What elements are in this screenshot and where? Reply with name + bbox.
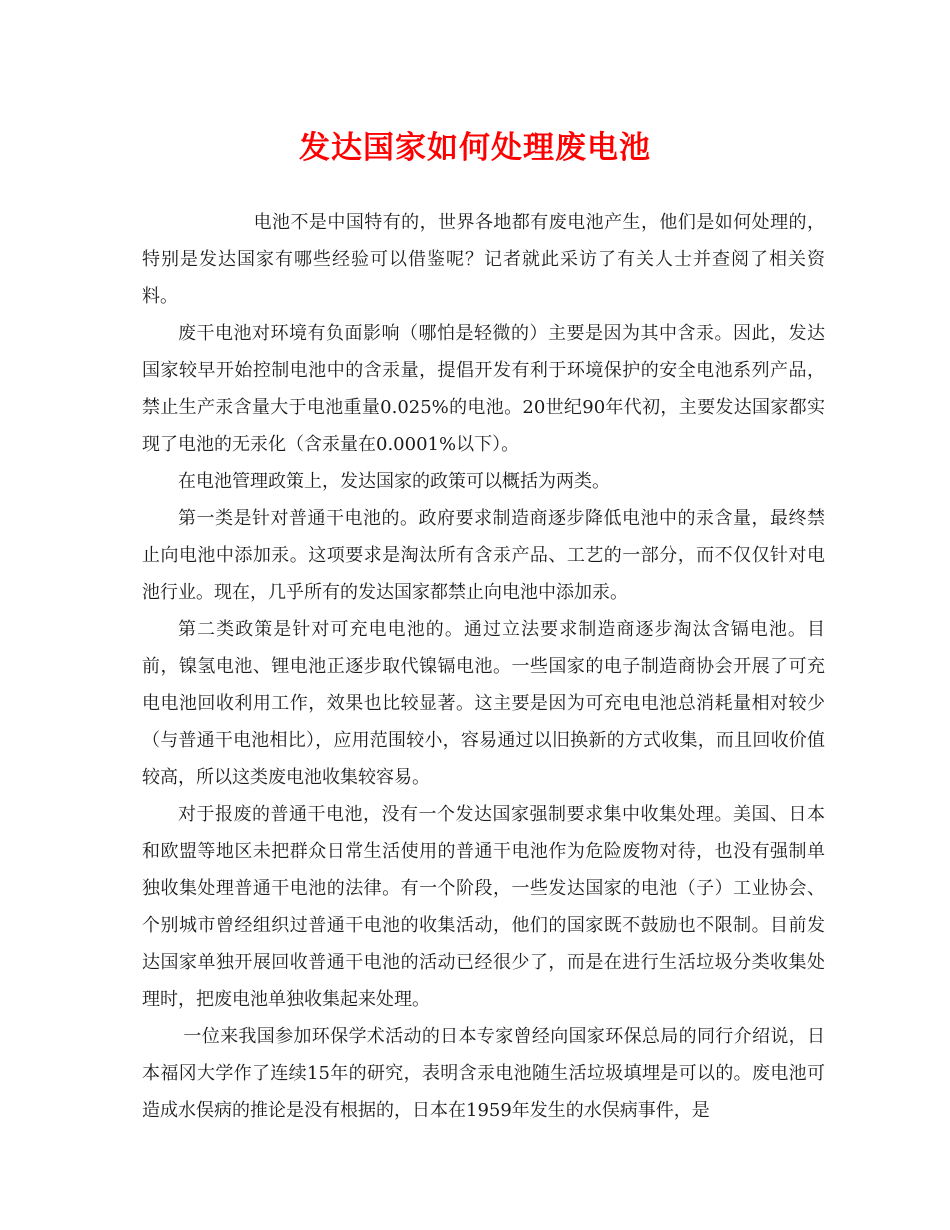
paragraph-policy-dry-battery: 第一类是针对普通干电池的。政府要求制造商逐步降低电池中的汞含量，最终禁止向电池中添加汞。这项要求是淘汰所有含汞产品、工艺的一部分，而不仅仅针对电池行业。现在，几乎所有的发达国家都禁止向电池中添加汞。 [142, 508, 825, 603]
document-title: 发达国家如何处理废电池 [299, 130, 651, 166]
paragraph-mercury-control: 废干电池对环境有负面影响（哪怕是轻微的）主要是因为其中含汞。因此，发达国家较早开始控制电池中的含汞量，提倡开发有利于环境保护的安全电池系列产品，禁止生产汞含量大于电池重量0.025%的电池。20世纪90年代初，主要发达国家都实现了电池的无汞化（含汞量在0.0001%以下）。 [142, 323, 825, 455]
paragraph-japan-expert: 一位来我国参加环保学术活动的日本专家曾经向国家环保总局的同行介绍说，日本福冈大学作了连续15年的研究，表明含汞电池随生活垃圾填埋是可以的。废电池可造成水俣病的推论是没有根据的，日本在1959年发生的水俣病事件，是 [142, 1026, 825, 1121]
paragraph-policy-overview: 在电池管理政策上，发达国家的政策可以概括为两类。 [178, 471, 610, 492]
document-body [142, 204, 825, 1129]
paragraph-intro: 电池不是中国特有的，世界各地都有废电池产生，他们是如何处理的，特别是发达国家有哪些经验可以借鉴呢？记者就此采访了有关人士并查阅了相关资料。 [142, 212, 825, 307]
paragraph-dry-battery-collection: 对于报废的普通干电池，没有一个发达国家强制要求集中收集处理。美国、日本和欧盟等地区未把群众日常生活使用的普通干电池作为危险废物对待，也没有强制单独收集处理普通干电池的法律。有一个阶段，一些发达国家的电池（子）工业协会、个别城市曾经组织过普通干电池的收集活动，他们的国家既不鼓励也不限制。目前发达国家单独开展回收普通干电池的活动已经很少了，而是在进行生活垃圾分类收集处理时，把废电池单独收集起来处理。 [142, 804, 825, 1010]
paragraph-policy-rechargeable: 第二类政策是针对可充电电池的。通过立法要求制造商逐步淘汰含镉电池。目前，镍氢电池、锂电池正逐步取代镍镉电池。一些国家的电子制造商协会开展了可充电电池回收利用工作，效果也比较显著。这主要是因为可充电电池总消耗量相对较少（与普通干电池相比），应用范围较小，容易通过以旧换新的方式收集，而且回收价值较高，所以这类废电池收集较容易。 [142, 619, 825, 788]
